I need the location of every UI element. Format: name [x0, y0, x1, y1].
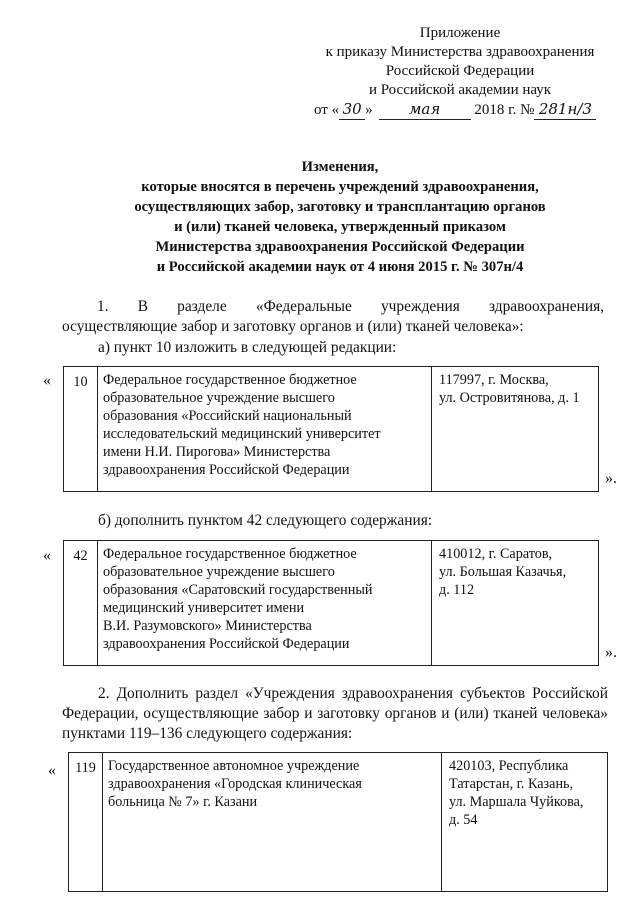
section-1-intro-cont: осуществляющие забор и заготовку органов и (или) тканей человека»: — [62, 318, 524, 335]
document-title — [70, 157, 610, 277]
title-line-1: Изменения, — [301, 159, 379, 175]
table-item-119 — [68, 752, 608, 892]
institution-name: Федеральное государственное бюджетное образовательное учреждение высшего образования «Российский национальный исследовательский медицинский университет имени Н.И. Пирогова» Министерства здравоохранения Российской Федерации — [103, 372, 381, 478]
row-number: 10 — [73, 374, 88, 390]
appendix-date-line — [300, 100, 620, 120]
appendix-order-line: к приказу Министерства здравоохранения — [325, 44, 595, 60]
row-number: 119 — [75, 760, 96, 776]
quote-open: « — [43, 547, 51, 564]
date-mid: » — [365, 102, 373, 118]
section-2-intro-end: пунктами 119–136 следующего содержания: — [62, 725, 353, 742]
table-item-42 — [63, 540, 599, 666]
table-item-10 — [63, 366, 599, 492]
quote-open: « — [43, 372, 51, 389]
date-month-handwritten: мая — [379, 100, 471, 120]
quote-close: ». — [605, 470, 617, 487]
appendix-federation-line: Российской Федерации — [385, 63, 535, 79]
appendix-header — [300, 24, 620, 120]
appendix-academy-line: и Российской академии наук — [368, 82, 552, 98]
appendix-label: Приложение — [419, 25, 501, 41]
section-2-intro: 2. Дополнить раздел «Учреждения здравоохранения субъектов Российской — [98, 685, 608, 702]
item-a: а) пункт 10 изложить в следующей редакции: — [98, 339, 397, 356]
title-line-6: и Российской академии наук от 4 июня 2015 г. № 307н/4 — [156, 259, 524, 275]
institution-address: 410012, г. Саратов, ул. Большая Казачья, д. 112 — [439, 546, 567, 598]
quote-close: ». — [605, 644, 617, 661]
section-2-intro-cont: Федерации, осуществляющие забор и заготовку органов и (или) тканей человека» — [62, 705, 608, 722]
date-year: 2018 г. № — [474, 102, 535, 118]
institution-name: Государственное автономное учреждение здравоохранения «Городская клиническая больница № 7» г. Казани — [108, 758, 362, 810]
title-line-4: и (или) тканей человека, утвержденный приказом — [174, 219, 506, 235]
quote-open: « — [48, 762, 56, 779]
section-1-intro: 1. В разделе «Федеральные учреждения здравоохранения, — [97, 298, 604, 315]
date-prefix: от « — [314, 102, 340, 118]
item-b: б) дополнить пунктом 42 следующего содержания: — [98, 512, 433, 529]
institution-name: Федеральное государственное бюджетное образовательное учреждение высшего образования «Саратовский государственный медицинский университет имени В.И. Разумовского» Министерства здравоохранения Российской Федерации — [103, 546, 373, 652]
institution-address: 420103, Республика Татарстан, г. Казань, ул. Маршала Чуйкова, д. 54 — [449, 758, 584, 828]
order-number-handwritten: 281н/3 — [534, 100, 596, 120]
title-line-3: осуществляющих забор, заготовку и трансплантацию органов — [134, 199, 546, 215]
date-day-handwritten: 30 — [339, 100, 365, 120]
title-line-2: которые вносятся в перечень учреждений здравоохранения, — [141, 179, 539, 195]
row-number: 42 — [73, 548, 88, 564]
institution-address: 117997, г. Москва, ул. Островитянова, д. 1 — [439, 372, 580, 406]
title-line-5: Министерства здравоохранения Российской Федерации — [155, 239, 525, 255]
